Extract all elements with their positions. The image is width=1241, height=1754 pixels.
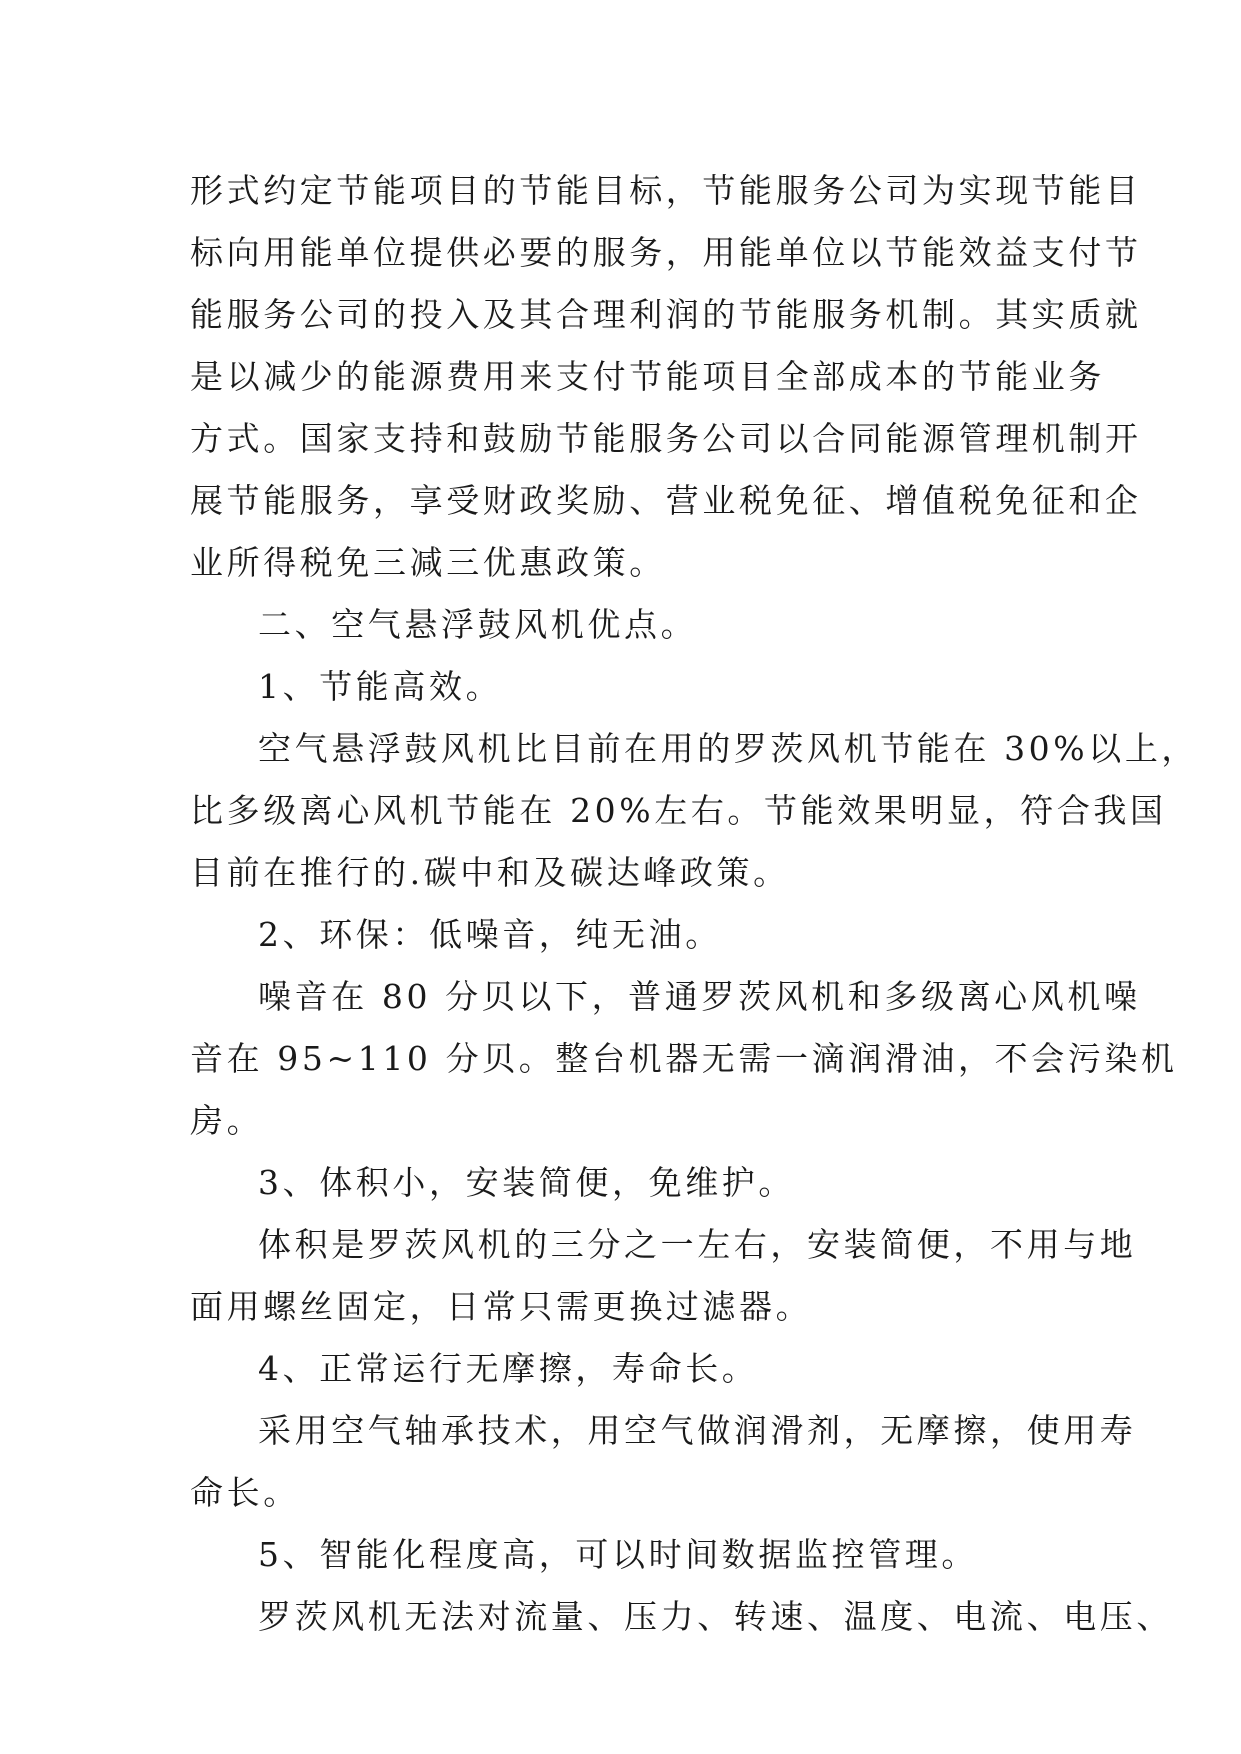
paragraph-line: 是以减少的能源费用来支付节能项目全部成本的节能业务 [190,357,1105,396]
paragraph-line: 噪音在 80 分贝以下，普通罗茨风机和多级离心风机噪 [258,977,1141,1016]
paragraph-line: 罗茨风机无法对流量、压力、转速、温度、电流、电压、 [258,1597,1173,1636]
paragraph-line: 比多级离心风机节能在 20%左右。节能效果明显，符合我国 [190,791,1167,830]
document-body [190,160,1199,1648]
paragraph-line: 目前在推行的.碳中和及碳达峰政策。 [190,853,790,892]
paragraph-line: 房。 [190,1101,264,1140]
paragraph-line: 空气悬浮鼓风机比目前在用的罗茨风机节能在 30%以上， [258,729,1199,768]
subheading-environmental: 2、环保：低噪音，纯无油。 [258,915,722,954]
paragraph-line: 标向用能单位提供必要的服务，用能单位以节能效益支付节 [190,233,1142,272]
section-heading: 二、空气悬浮鼓风机优点。 [258,605,698,644]
paragraph-line: 采用空气轴承技术，用空气做润滑剂，无摩擦，使用寿 [258,1411,1137,1450]
paragraph-line: 业所得税免三减三优惠政策。 [190,543,666,582]
paragraph-line: 面用螺丝固定，日常只需更换过滤器。 [190,1287,813,1326]
paragraph-line: 能服务公司的投入及其合理利润的节能服务机制。其实质就 [190,295,1142,334]
paragraph-line: 形式约定节能项目的节能目标，节能服务公司为实现节能目 [190,171,1142,210]
subheading-intelligent: 5、智能化程度高，可以时间数据监控管理。 [258,1535,978,1574]
subheading-energy-efficiency: 1、节能高效。 [258,667,503,706]
paragraph-line: 命长。 [190,1473,300,1512]
paragraph-line: 展节能服务，享受财政奖励、营业税免征、增值税免征和企 [190,481,1142,520]
paragraph-line: 方式。国家支持和鼓励节能服务公司以合同能源管理机制开 [190,419,1142,458]
paragraph-line: 体积是罗茨风机的三分之一左右，安装简便，不用与地 [258,1225,1137,1264]
subheading-frictionless: 4、正常运行无摩擦，寿命长。 [258,1349,759,1388]
paragraph-line: 音在 95~110 分贝。整台机器无需一滴润滑油，不会污染机 [190,1039,1178,1078]
subheading-compact: 3、体积小，安装简便，免维护。 [258,1163,795,1202]
